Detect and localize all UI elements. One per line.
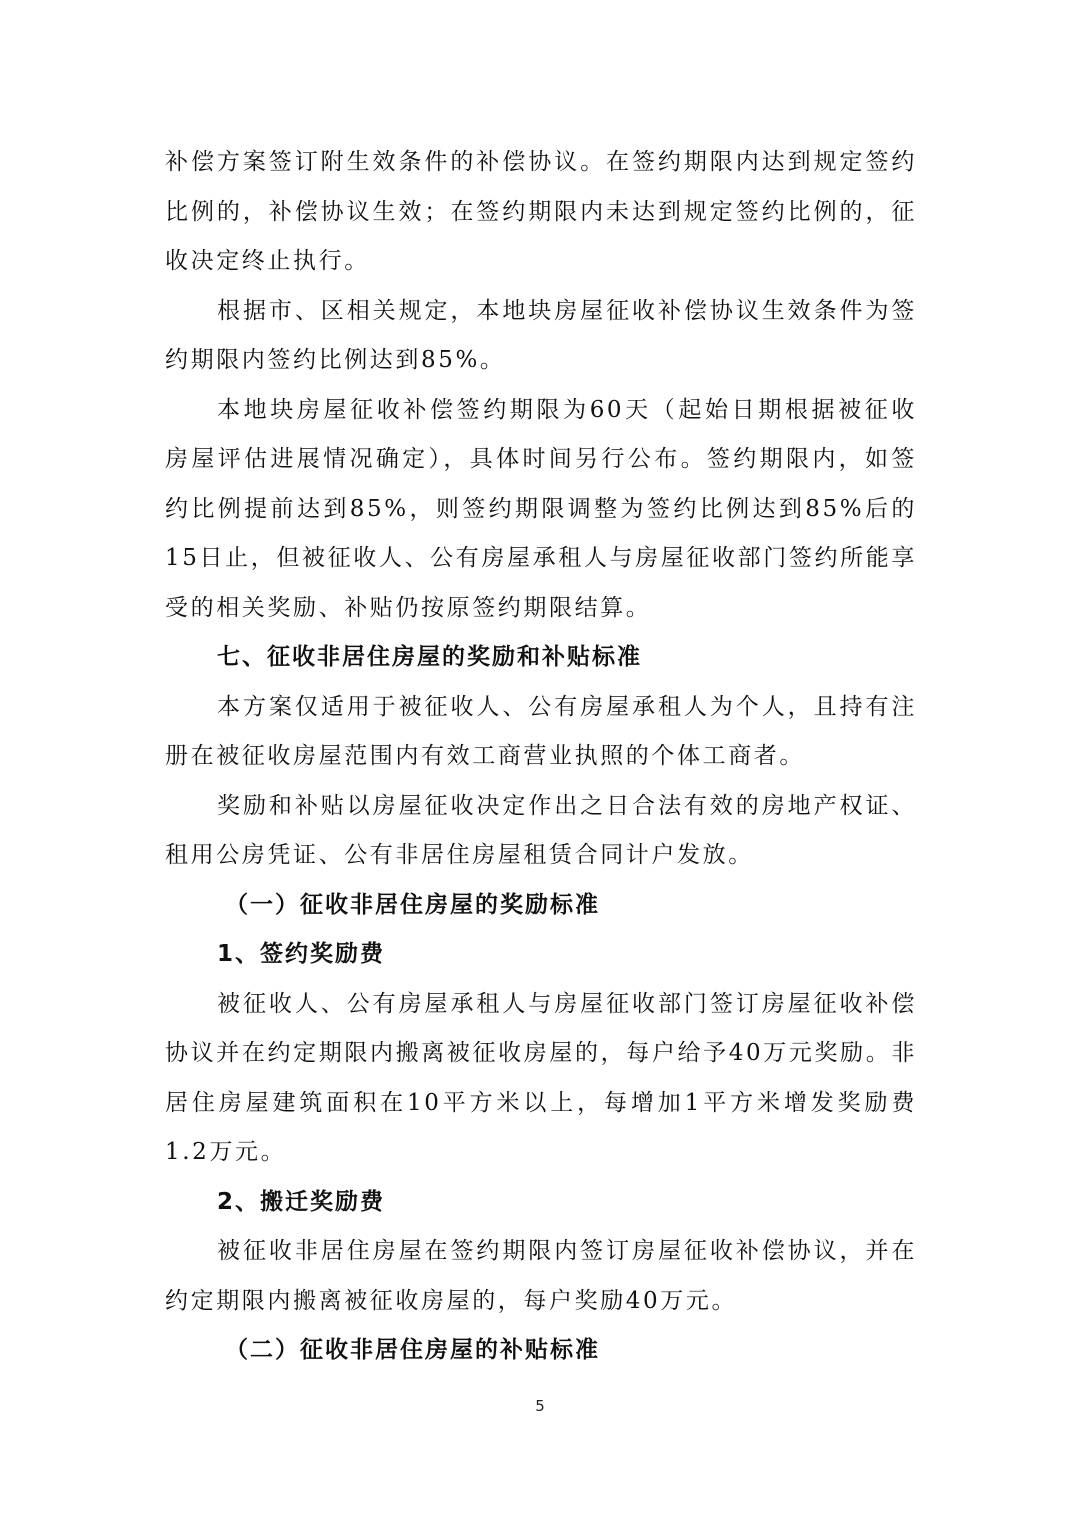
paragraph-effective-condition: 根据市、区相关规定，本地块房屋征收补偿协议生效条件为签约期限内签约比例达到85%。	[165, 297, 917, 373]
page-number: 5	[535, 1397, 545, 1415]
item-heading-signing-reward: 1、签约奖励费	[217, 941, 386, 967]
paragraph-relocation-reward: 被征收非居住房屋在签约期限内签订房屋征收补偿协议，并在约定期限内搬离被征收房屋的，每户奖励40万元。	[165, 1238, 917, 1314]
paragraph-signing-period: 本地块房屋征收补偿签约期限为60天（起始日期根据被征收房屋评估进展情况确定），具体时间另行公布。签约期限内，如签约比例提前达到85%，则签约期限调整为签约比例达到85%后的15日止，但被征收人、公有房屋承租人与房屋征收部门签约所能享受的相关奖励、补贴仍按原签约期限结算。	[165, 396, 917, 621]
paragraph-continuation: 补偿方案签订附生效条件的补偿协议。在签约期限内达到规定签约比例的，补偿协议生效；在签约期限内未达到规定签约比例的，征收决定终止执行。	[165, 149, 917, 274]
subsection-heading-subsidy-standard: （二）征收非居住房屋的补贴标准	[225, 1337, 600, 1363]
document-body	[165, 138, 917, 1376]
section-heading-7: 七、征收非居住房屋的奖励和补贴标准	[217, 644, 642, 670]
paragraph-scope: 本方案仅适用于被征收人、公有房屋承租人为个人，且持有注册在被征收房屋范围内有效工商营业执照的个体工商者。	[165, 693, 917, 769]
paragraph-signing-reward: 被征收人、公有房屋承租人与房屋征收部门签订房屋征收补偿协议并在约定期限内搬离被征收房屋的，每户给予40万元奖励。非居住房屋建筑面积在10平方米以上，每增加1平方米增发奖励费1.2万元。	[165, 990, 917, 1165]
subsection-heading-reward-standard: （一）征收非居住房屋的奖励标准	[225, 891, 600, 918]
paragraph-issuance-basis: 奖励和补贴以房屋征收决定作出之日合法有效的房地产权证、租用公房凭证、公有非居住房屋租赁合同计户发放。	[165, 792, 917, 868]
item-heading-relocation-reward: 2、搬迁奖励费	[217, 1188, 386, 1215]
